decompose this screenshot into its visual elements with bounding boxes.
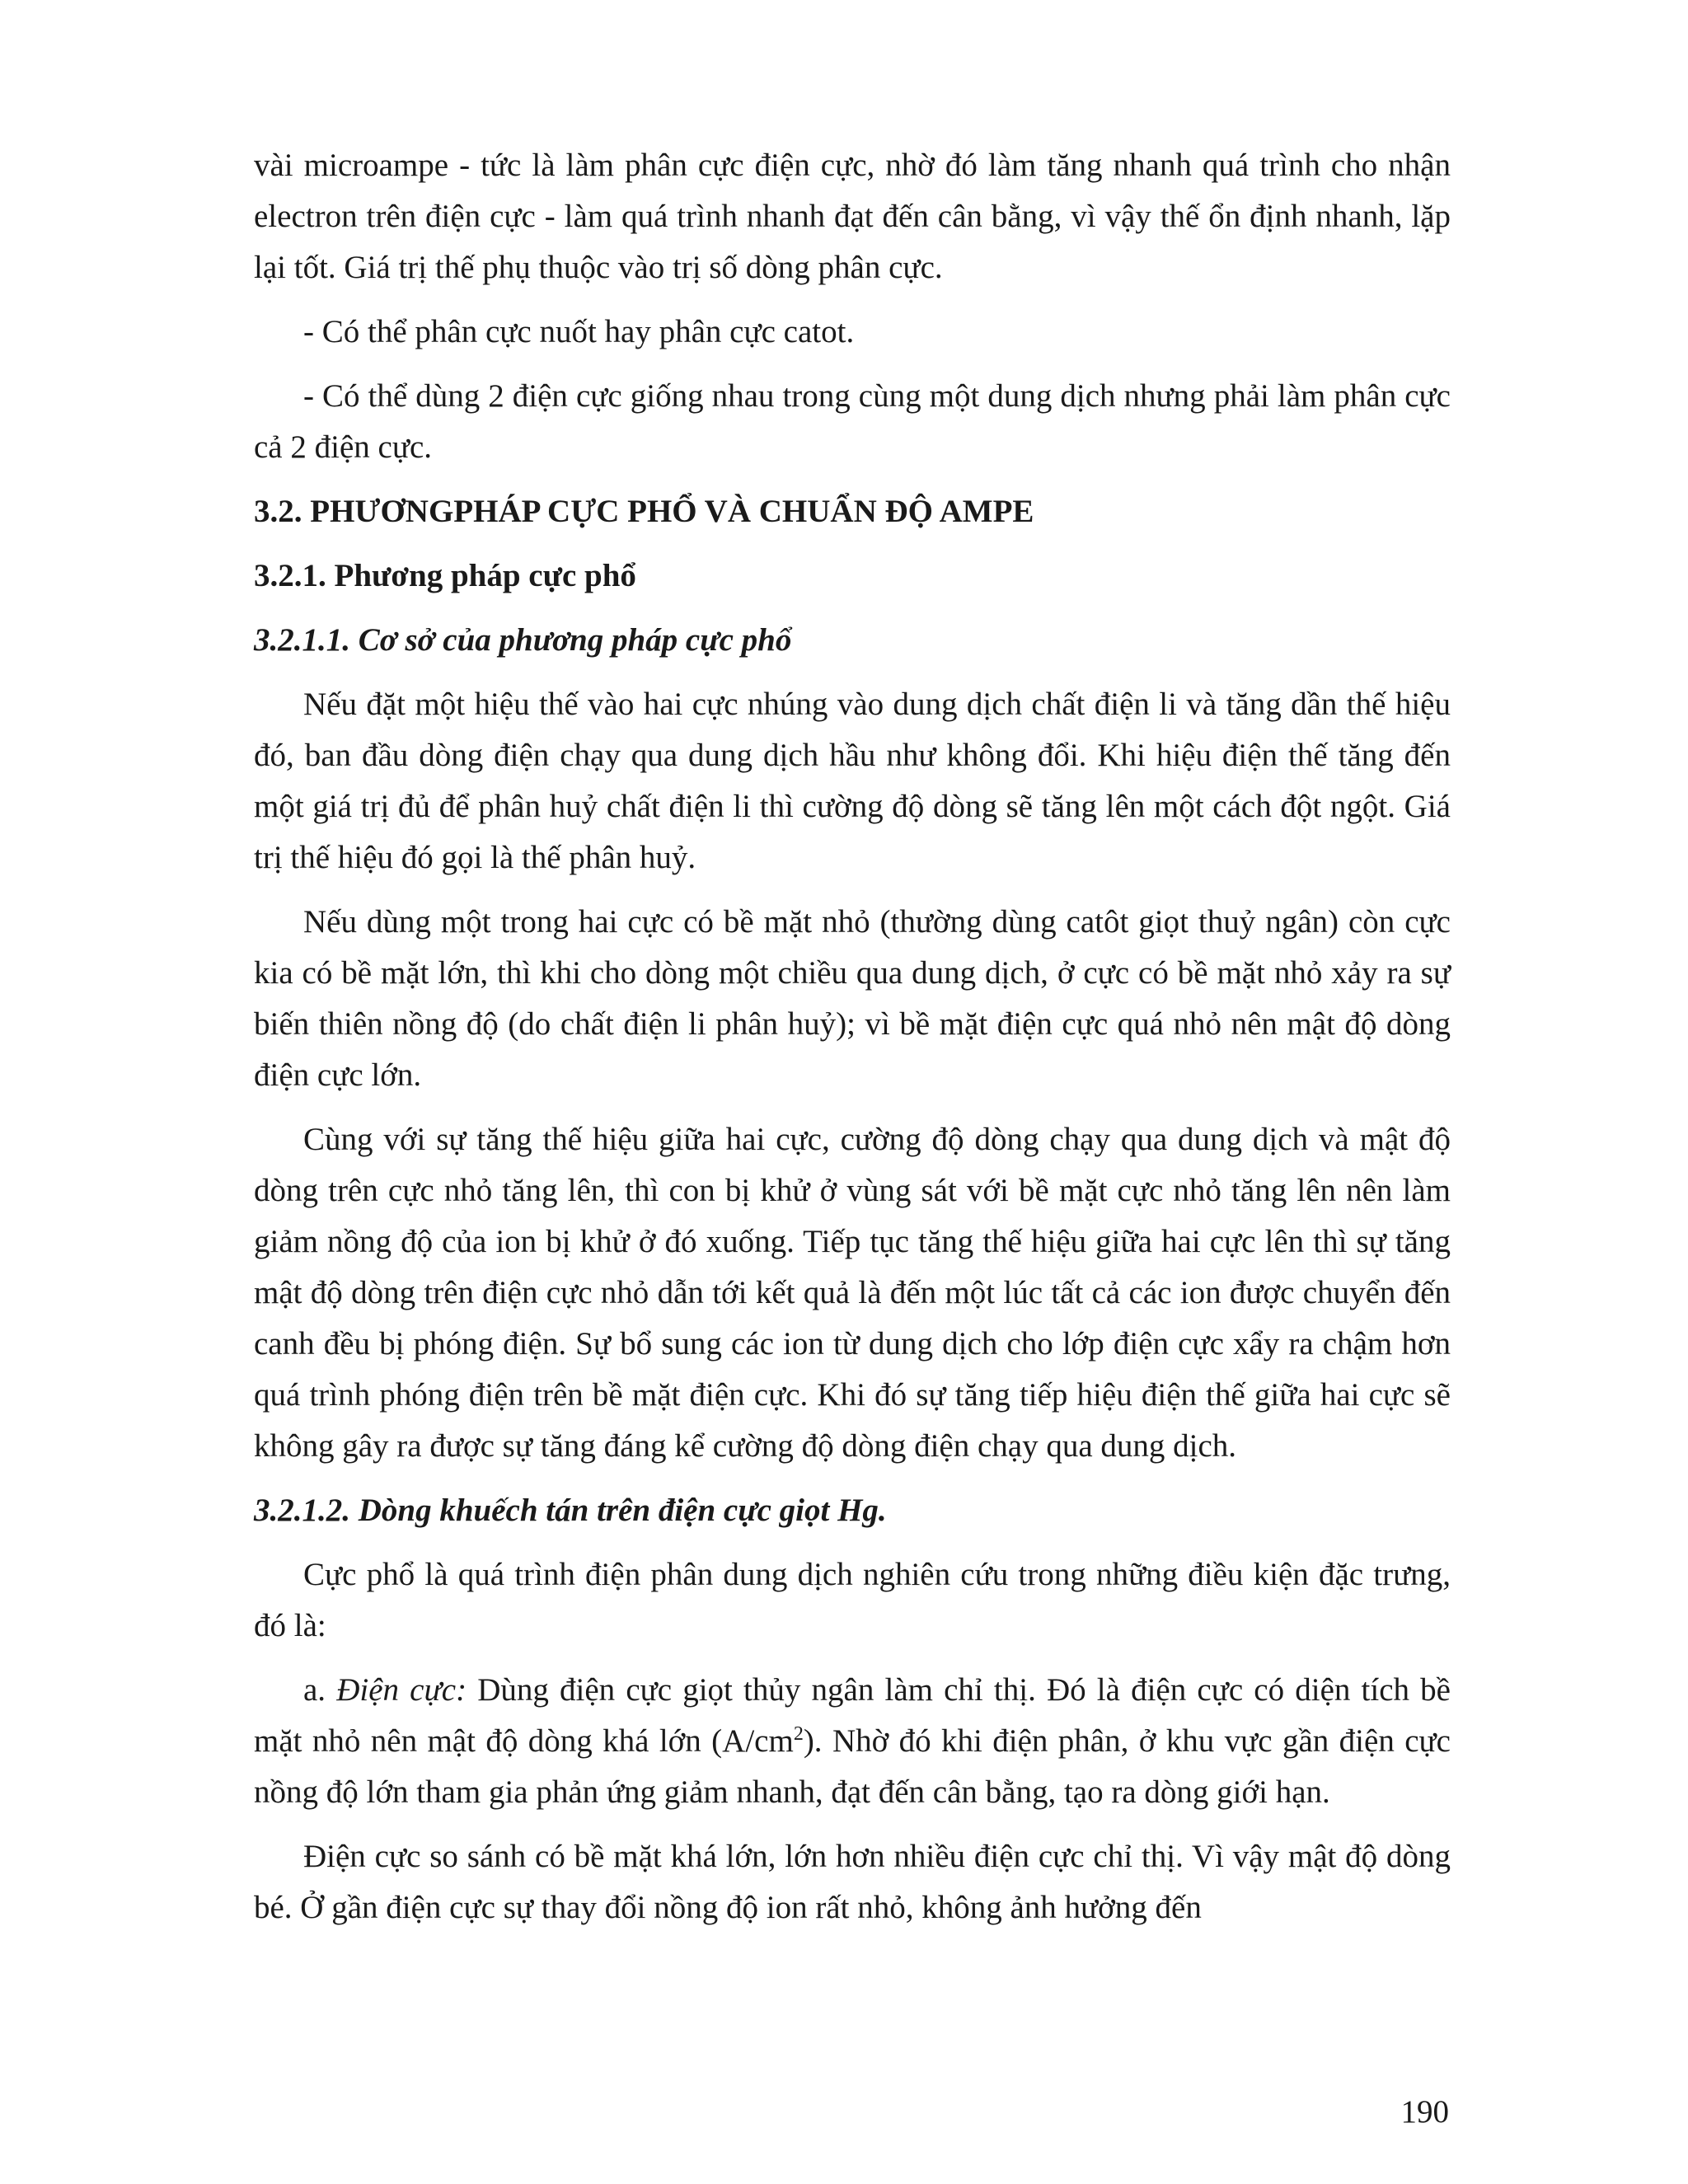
paragraph-reference-electrode: Điện cực so sánh có bề mặt khá lớn, lớn hơn nhiều điện cực chỉ thị. Vì vậy mật độ dòng bé. Ở gần điện cực sự thay đổi nồng độ ion rất nhỏ, không ảnh hưởng đến <box>254 1839 1451 1925</box>
section-heading-3-2: 3.2. PHƯƠNGPHÁP CỰC PHỔ VÀ CHUẨN ĐỘ AMPE <box>254 494 1034 529</box>
item-prefix: a. <box>303 1672 337 1708</box>
paragraph-decomposition-potential: Nếu đặt một hiệu thế vào hai cực nhúng vào dung dịch chất điện li và tăng dần thế hiệu đó, ban đầu dòng điện chạy qua dung dịch hầu như không đổi. Khi hiệu điện thế tăng đến một giá trị đủ để phân huỷ chất điện li thì cường độ dòng sẽ tăng lên một cách đột ngột. Giá trị thế hiệu đó gọi là thế phân huỷ. <box>254 687 1451 875</box>
superscript: 2 <box>793 1723 804 1745</box>
subsubsection-heading-3-2-1-2: 3.2.1.2. Dòng khuếch tán trên điện cực giọt Hg. <box>254 1493 887 1528</box>
paragraph-continuation: vài microampe - tức là làm phân cực điện cực, nhờ đó làm tăng nhanh quá trình cho nhận electron trên điện cực - làm quá trình nhanh đạt đến cân bằng, vì vậy thế ổn định nhanh, lặp lại tốt. Giá trị thế phụ thuộc vào trị số dòng phân cực. <box>254 148 1451 285</box>
bullet-polarization-type: - Có thể phân cực nuốt hay phân cực catot. <box>303 314 855 349</box>
item-text-a: Dùng điện cực giọt thủy ngân làm chỉ thị. Đó là điện cực có diện tích bề mặt nhỏ nên mật độ dòng khá lớn (A/cm <box>254 1672 1451 1759</box>
page-number: 190 <box>1400 2094 1449 2130</box>
paragraph-current-density: Cùng với sự tăng thế hiệu giữa hai cực, cường độ dòng chạy qua dung dịch và mật độ dòng trên cực nhỏ tăng lên, thì con bị khử ở vùng sát với bề mặt cực nhỏ tăng lên nên làm giảm nồng độ của ion bị khử ở đó xuống. Tiếp tục tăng thế hiệu giữa hai cực lên thì sự tăng mật độ dòng trên điện cực nhỏ dẫn tới kết quả là đến một lúc tất cả các ion được chuyển đến canh đều bị phóng điện. Sự bổ sung các ion từ dung dịch cho lớp điện cực xẩy ra chậm hơn quá trình phóng điện trên bề mặt điện cực. Khi đó sự tăng tiếp hiệu điện thế giữa hai cực sẽ không gây ra được sự tăng đáng kể cường độ dòng điện chạy qua dung dịch. <box>254 1122 1451 1464</box>
bullet-two-electrodes: - Có thể dùng 2 điện cực giống nhau trong cùng một dung dịch nhưng phải làm phân cực cả 2 điện cực. <box>254 378 1451 465</box>
subsection-heading-3-2-1: 3.2.1. Phương pháp cực phổ <box>254 558 636 593</box>
paragraph-electrode-item-a <box>254 1665 1451 1818</box>
subsubsection-heading-3-2-1-1: 3.2.1.1. Cơ sở của phương pháp cực phổ <box>254 622 792 658</box>
paragraph-polarography-definition: Cực phổ là quá trình điện phân dung dịch nghiên cứu trong những điều kiện đặc trưng, đó là: <box>254 1557 1451 1643</box>
paragraph-small-electrode: Nếu dùng một trong hai cực có bề mặt nhỏ (thường dùng catôt giọt thuỷ ngân) còn cực kia có bề mặt lớn, thì khi cho dòng một chiều qua dung dịch, ở cực có bề mặt nhỏ xảy ra sự biến thiên nồng độ (do chất điện li phân huỷ); vì bề mặt điện cực quá nhỏ nên mật độ dòng điện cực lớn. <box>254 904 1451 1093</box>
page-body <box>254 140 1451 1933</box>
item-text-b: ). Nhờ đó khi điện phân, ở khu vực gần điện cực nồng độ lớn tham gia phản ứng giảm nhanh, đạt đến cân bằng, tạo ra dòng giới hạn. <box>254 1723 1451 1810</box>
item-term: Điện cực: <box>336 1672 467 1708</box>
